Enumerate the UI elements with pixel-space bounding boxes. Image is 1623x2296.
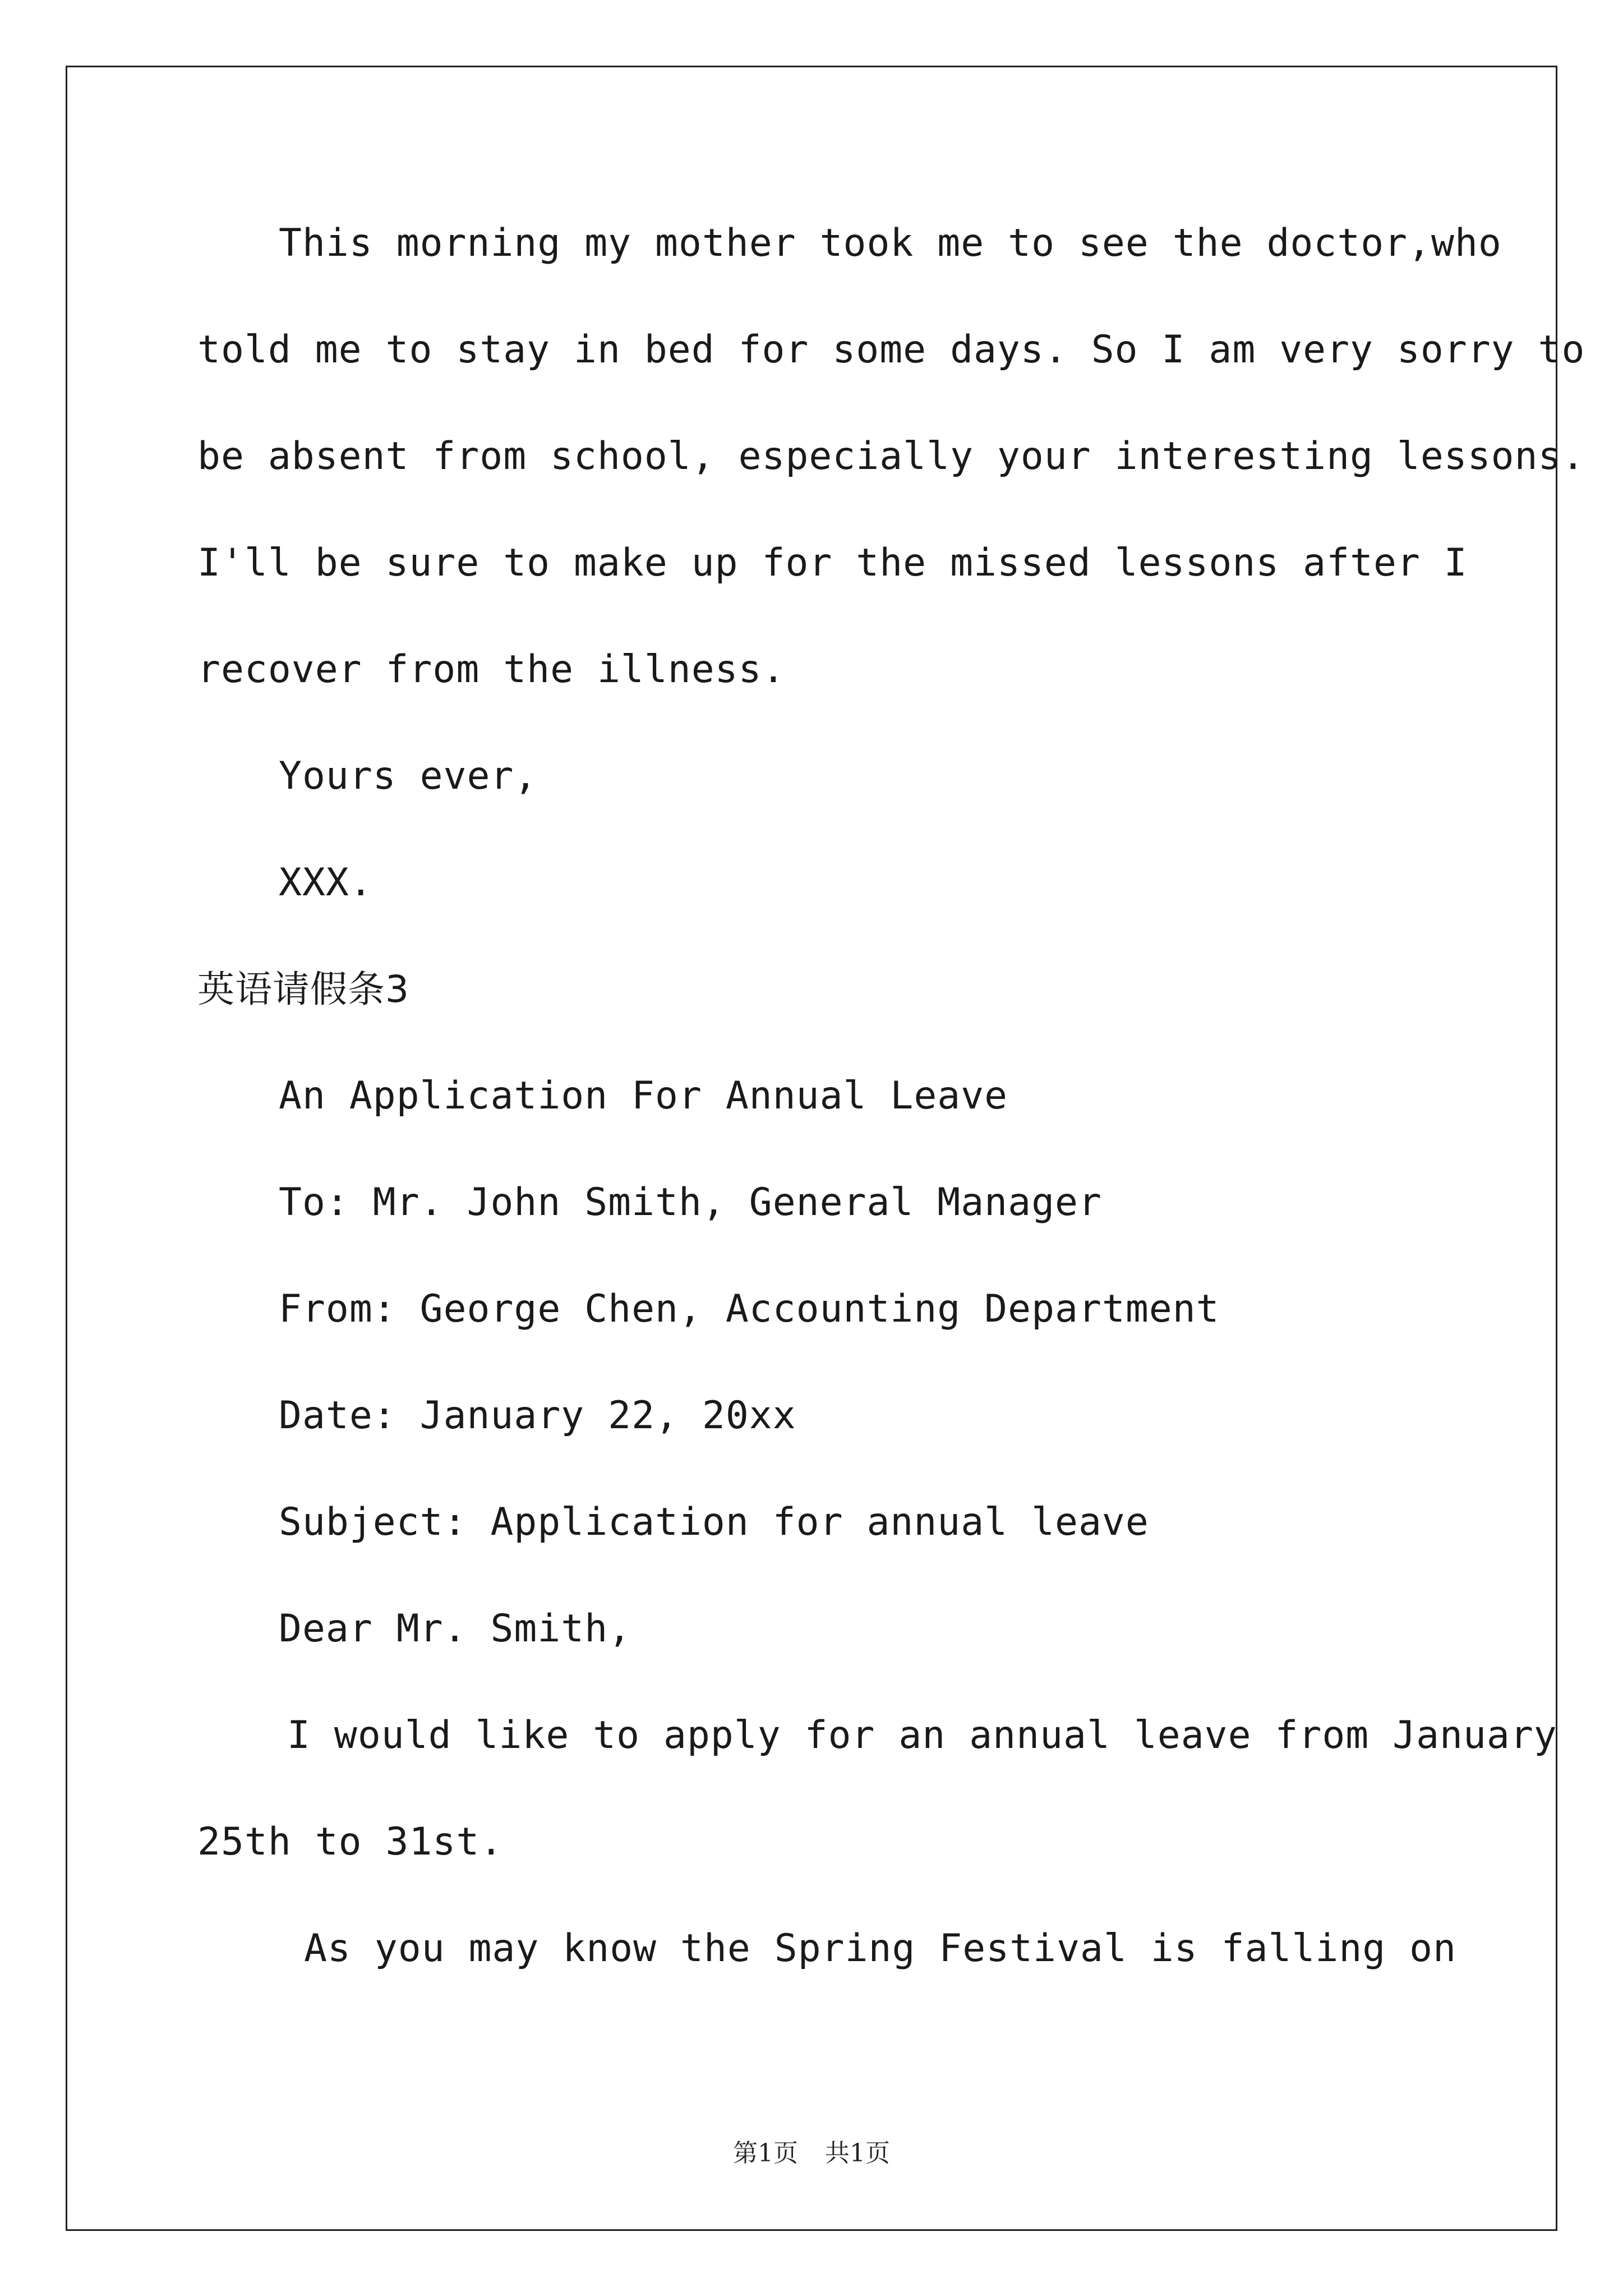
memo-from: From: George Chen, Accounting Department: [279, 1287, 1220, 1331]
page-total: 共1页: [825, 2139, 890, 2168]
page-frame: [66, 66, 1585, 2231]
page-number: 第1页: [733, 2139, 798, 2168]
memo-subject: Subject: Application for annual leave: [279, 1500, 1149, 1544]
section-heading: 英语请假条3: [197, 968, 409, 1011]
closing-line: Yours ever,: [279, 754, 538, 798]
paragraph-line: 25th to 31st.: [197, 1820, 504, 1864]
memo-to: To: Mr. John Smith, General Manager: [279, 1180, 1102, 1225]
paragraph-line: told me to stay in bed for some days. So I am very sorry to: [197, 328, 1585, 372]
signature: XXX.: [279, 861, 373, 905]
paragraph-line: I would like to apply for an annual leave from January: [287, 1713, 1557, 1757]
paragraph-line: be absent from school, especially your interesting lessons.: [197, 434, 1585, 478]
paragraph-line: This morning my mother took me to see the doctor,who: [279, 221, 1502, 265]
page-footer: [0, 2133, 1623, 2169]
paragraph-line: recover from the illness.: [197, 647, 786, 692]
paragraph-line: I'll be sure to make up for the missed lessons after I: [197, 541, 1468, 585]
memo-date: Date: January 22, 20xx: [279, 1393, 796, 1438]
memo-salutation: Dear Mr. Smith,: [279, 1607, 632, 1651]
paragraph-line: As you may know the Spring Festival is falling on: [304, 1926, 1457, 1971]
memo-title: An Application For Annual Leave: [279, 1074, 1008, 1118]
